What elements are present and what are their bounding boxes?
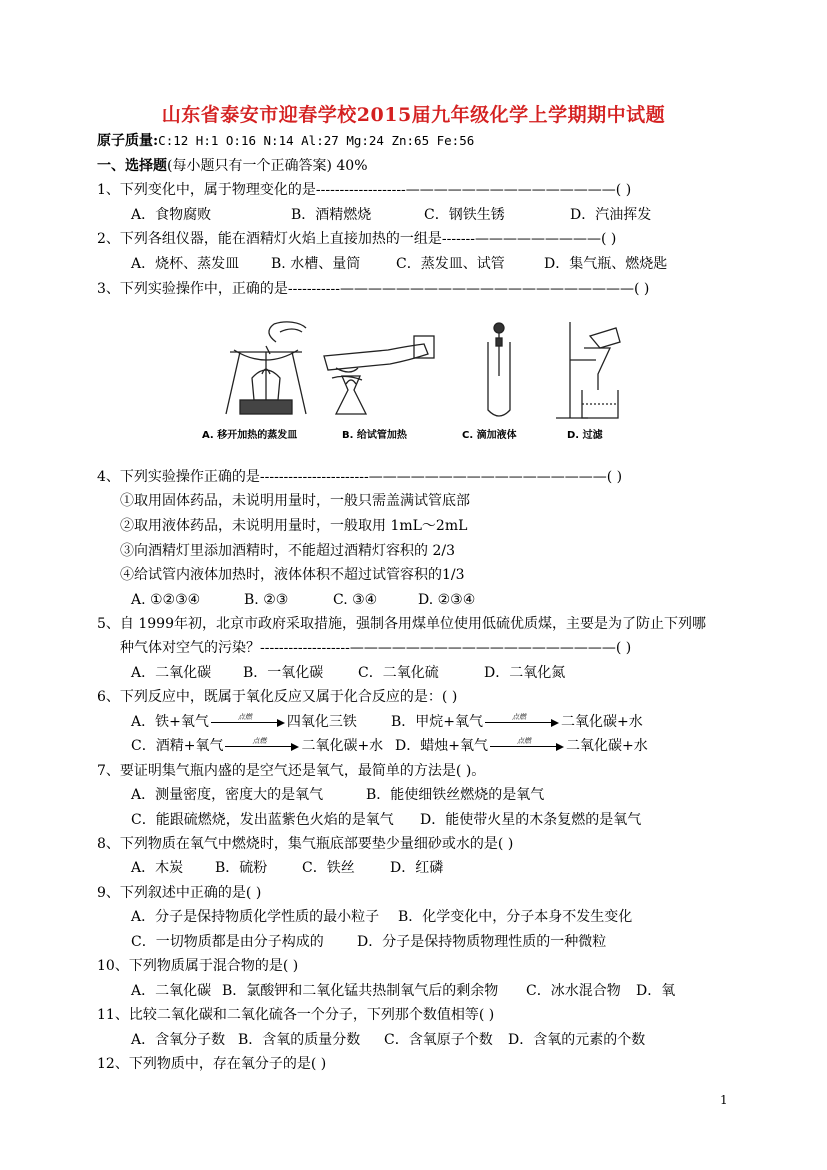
question-7-stem: 7、要证明集气瓶内盛的是空气还是氧气，最简单的方法是( )。 bbox=[97, 763, 486, 779]
filtration-illustration bbox=[556, 322, 620, 418]
evaporating-dish-illustration bbox=[226, 322, 306, 414]
q6-option-b: B．甲烷+氧气 点燃 二氧化碳+水 bbox=[391, 713, 643, 730]
q5-option-d: D．二氧化氮 bbox=[484, 665, 566, 681]
figure-caption-b: B. 给试管加热 bbox=[342, 430, 407, 441]
q4-option-a: A. ①②③④ bbox=[131, 592, 201, 608]
q2-option-d: D．集气瓶、燃烧匙 bbox=[544, 256, 668, 272]
lab-operations-figure bbox=[196, 318, 624, 448]
q9-option-d: D．分子是保持物质物理性质的一种微粒 bbox=[357, 934, 607, 950]
figure-caption-a: A. 移开加热的蒸发皿 bbox=[202, 430, 298, 441]
q4-option-d: D. ②③④ bbox=[418, 592, 476, 608]
reaction-arrow: 点燃 bbox=[211, 715, 285, 729]
reaction-arrow: 点燃 bbox=[485, 715, 559, 729]
q11-option-d: D．含氧的元素的个数 bbox=[508, 1032, 646, 1048]
q9-option-c: C．一切物质都是由分子构成的 bbox=[131, 934, 324, 950]
q7-option-b: B．能使细铁丝燃烧的是氧气 bbox=[366, 787, 545, 803]
reaction-arrow: 点燃 bbox=[225, 739, 299, 753]
q1-option-d: D．汽油挥发 bbox=[570, 207, 652, 223]
q11-option-c: C．含氧原子个数 bbox=[384, 1032, 493, 1048]
q10-option-b: B．氯酸钾和二氧化锰共热制氧气后的剩余物 bbox=[222, 983, 499, 999]
atomic-mass-line bbox=[97, 131, 474, 151]
page-number: 1 bbox=[720, 1093, 728, 1107]
q2-option-b: B. 水槽、量筒 bbox=[271, 256, 361, 272]
q6-option-c: C．酒精+氧气 点燃 二氧化碳+水 bbox=[131, 737, 384, 754]
question-5-stem-line1: 5、自 1999年初，北京市政府采取措施，强制各用煤单位使用低硫优质煤，主要是为了防止下列哪 bbox=[97, 616, 706, 632]
q6-option-d: D．蜡烛+氧气 点燃 二氧化碳+水 bbox=[395, 737, 648, 754]
q11-option-a: A．含氧分子数 bbox=[131, 1032, 226, 1048]
q5-option-c: C．二氧化硫 bbox=[358, 665, 439, 681]
atomic-mass-label: 原子质量: bbox=[97, 133, 159, 149]
q9-option-b: B．化学变化中，分子本身不发生变化 bbox=[398, 909, 633, 925]
question-6-stem: 6、下列反应中，既属于氧化反应又属于化合反应的是：( ) bbox=[97, 689, 458, 705]
q7-option-d: D．能使带火星的木条复燃的是氧气 bbox=[420, 812, 642, 828]
atomic-mass-values: C:12 H:1 O:16 N:14 Al:27 Mg:24 Zn:65 Fe:56 bbox=[158, 133, 475, 148]
question-4-stem: 4、下列实验操作正确的是-----------------------—————————————————( ) bbox=[97, 469, 623, 485]
question-10-stem: 10、下列物质属于混合物的是( ) bbox=[97, 958, 299, 974]
section-note: (每小题只有一个正确答案) 40% bbox=[167, 158, 368, 174]
q4-item-4: ④给试管内液体加热时，液体体积不超过试管容积的1/3 bbox=[120, 567, 465, 583]
q8-option-d: D．红磷 bbox=[390, 860, 444, 876]
question-1-stem: 1、下列变化中，属于物理变化的是-------------------———————————————( ) bbox=[97, 182, 632, 198]
q7-option-a: A．测量密度，密度大的是氧气 bbox=[131, 787, 324, 803]
q11-option-b: B．含氧的质量分数 bbox=[238, 1032, 361, 1048]
q4-option-b: B. ②③ bbox=[244, 592, 289, 608]
q2-option-c: C．蒸发皿、试管 bbox=[396, 256, 505, 272]
q4-item-1: ①取用固体药品，未说明用量时，一般只需盖满试管底部 bbox=[120, 493, 470, 509]
question-2-stem: 2、下列各组仪器，能在酒精灯火焰上直接加热的一组是-------—————————( ) bbox=[97, 231, 617, 247]
q5-option-a: A．二氧化碳 bbox=[131, 665, 212, 681]
q2-option-a: A．烧杯、蒸发皿 bbox=[131, 256, 240, 272]
q10-option-d: D．氧 bbox=[636, 983, 676, 999]
q7-option-c: C．能跟硫燃烧，发出蓝紫色火焰的是氧气 bbox=[131, 812, 394, 828]
reaction-arrow: 点燃 bbox=[490, 739, 564, 753]
q1-option-b: B．酒精燃烧 bbox=[291, 207, 372, 223]
question-9-stem: 9、下列叙述中正确的是( ) bbox=[97, 885, 262, 901]
q1-option-c: C．钢铁生锈 bbox=[424, 207, 505, 223]
q9-option-a: A．分子是保持物质化学性质的最小粒子 bbox=[131, 909, 380, 925]
q4-item-2: ②取用液体药品，未说明用量时，一般取用 1mL～2mL bbox=[120, 518, 468, 534]
q10-option-c: C．冰水混合物 bbox=[526, 983, 621, 999]
q1-option-a: A．食物腐败 bbox=[131, 207, 212, 223]
question-3-stem: 3、下列实验操作中，正确的是-----------—————————————————————( ) bbox=[97, 281, 650, 297]
figure-caption-d: D. 过滤 bbox=[567, 430, 603, 441]
test-tube-heating-illustration bbox=[324, 336, 434, 414]
question-12-stem: 12、下列物质中，存在氧分子的是( ) bbox=[97, 1056, 327, 1072]
q10-option-a: A．二氧化碳 bbox=[131, 983, 212, 999]
q8-option-a: A．木炭 bbox=[131, 860, 184, 876]
question-8-stem: 8、下列物质在氧气中燃烧时，集气瓶底部要垫少量细砂或水的是( ) bbox=[97, 836, 514, 852]
question-5-stem-line2: 种气体对空气的污染？-------------------———————————————————( ) bbox=[120, 640, 632, 656]
dropper-illustration bbox=[488, 323, 510, 416]
section-title: 一、选择题 bbox=[97, 158, 167, 174]
q6-option-a: A．铁+氧气 点燃 四氧化三铁 bbox=[131, 713, 357, 730]
figure-caption-c: C. 滴加液体 bbox=[462, 430, 517, 441]
q4-option-c: C. ③④ bbox=[333, 592, 378, 608]
q8-option-c: C．铁丝 bbox=[302, 860, 355, 876]
question-11-stem: 11、比较二氧化碳和二氧化硫各一个分子，下列那个数值相等( ) bbox=[97, 1007, 495, 1023]
page-title: 山东省泰安市迎春学校2015届九年级化学上学期期中试题 bbox=[161, 104, 666, 126]
q4-item-3: ③向酒精灯里添加酒精时，不能超过酒精灯容积的 2/3 bbox=[120, 543, 455, 559]
q5-option-b: B．一氧化碳 bbox=[243, 665, 324, 681]
section-heading bbox=[97, 156, 368, 176]
q8-option-b: B．硫粉 bbox=[215, 860, 268, 876]
